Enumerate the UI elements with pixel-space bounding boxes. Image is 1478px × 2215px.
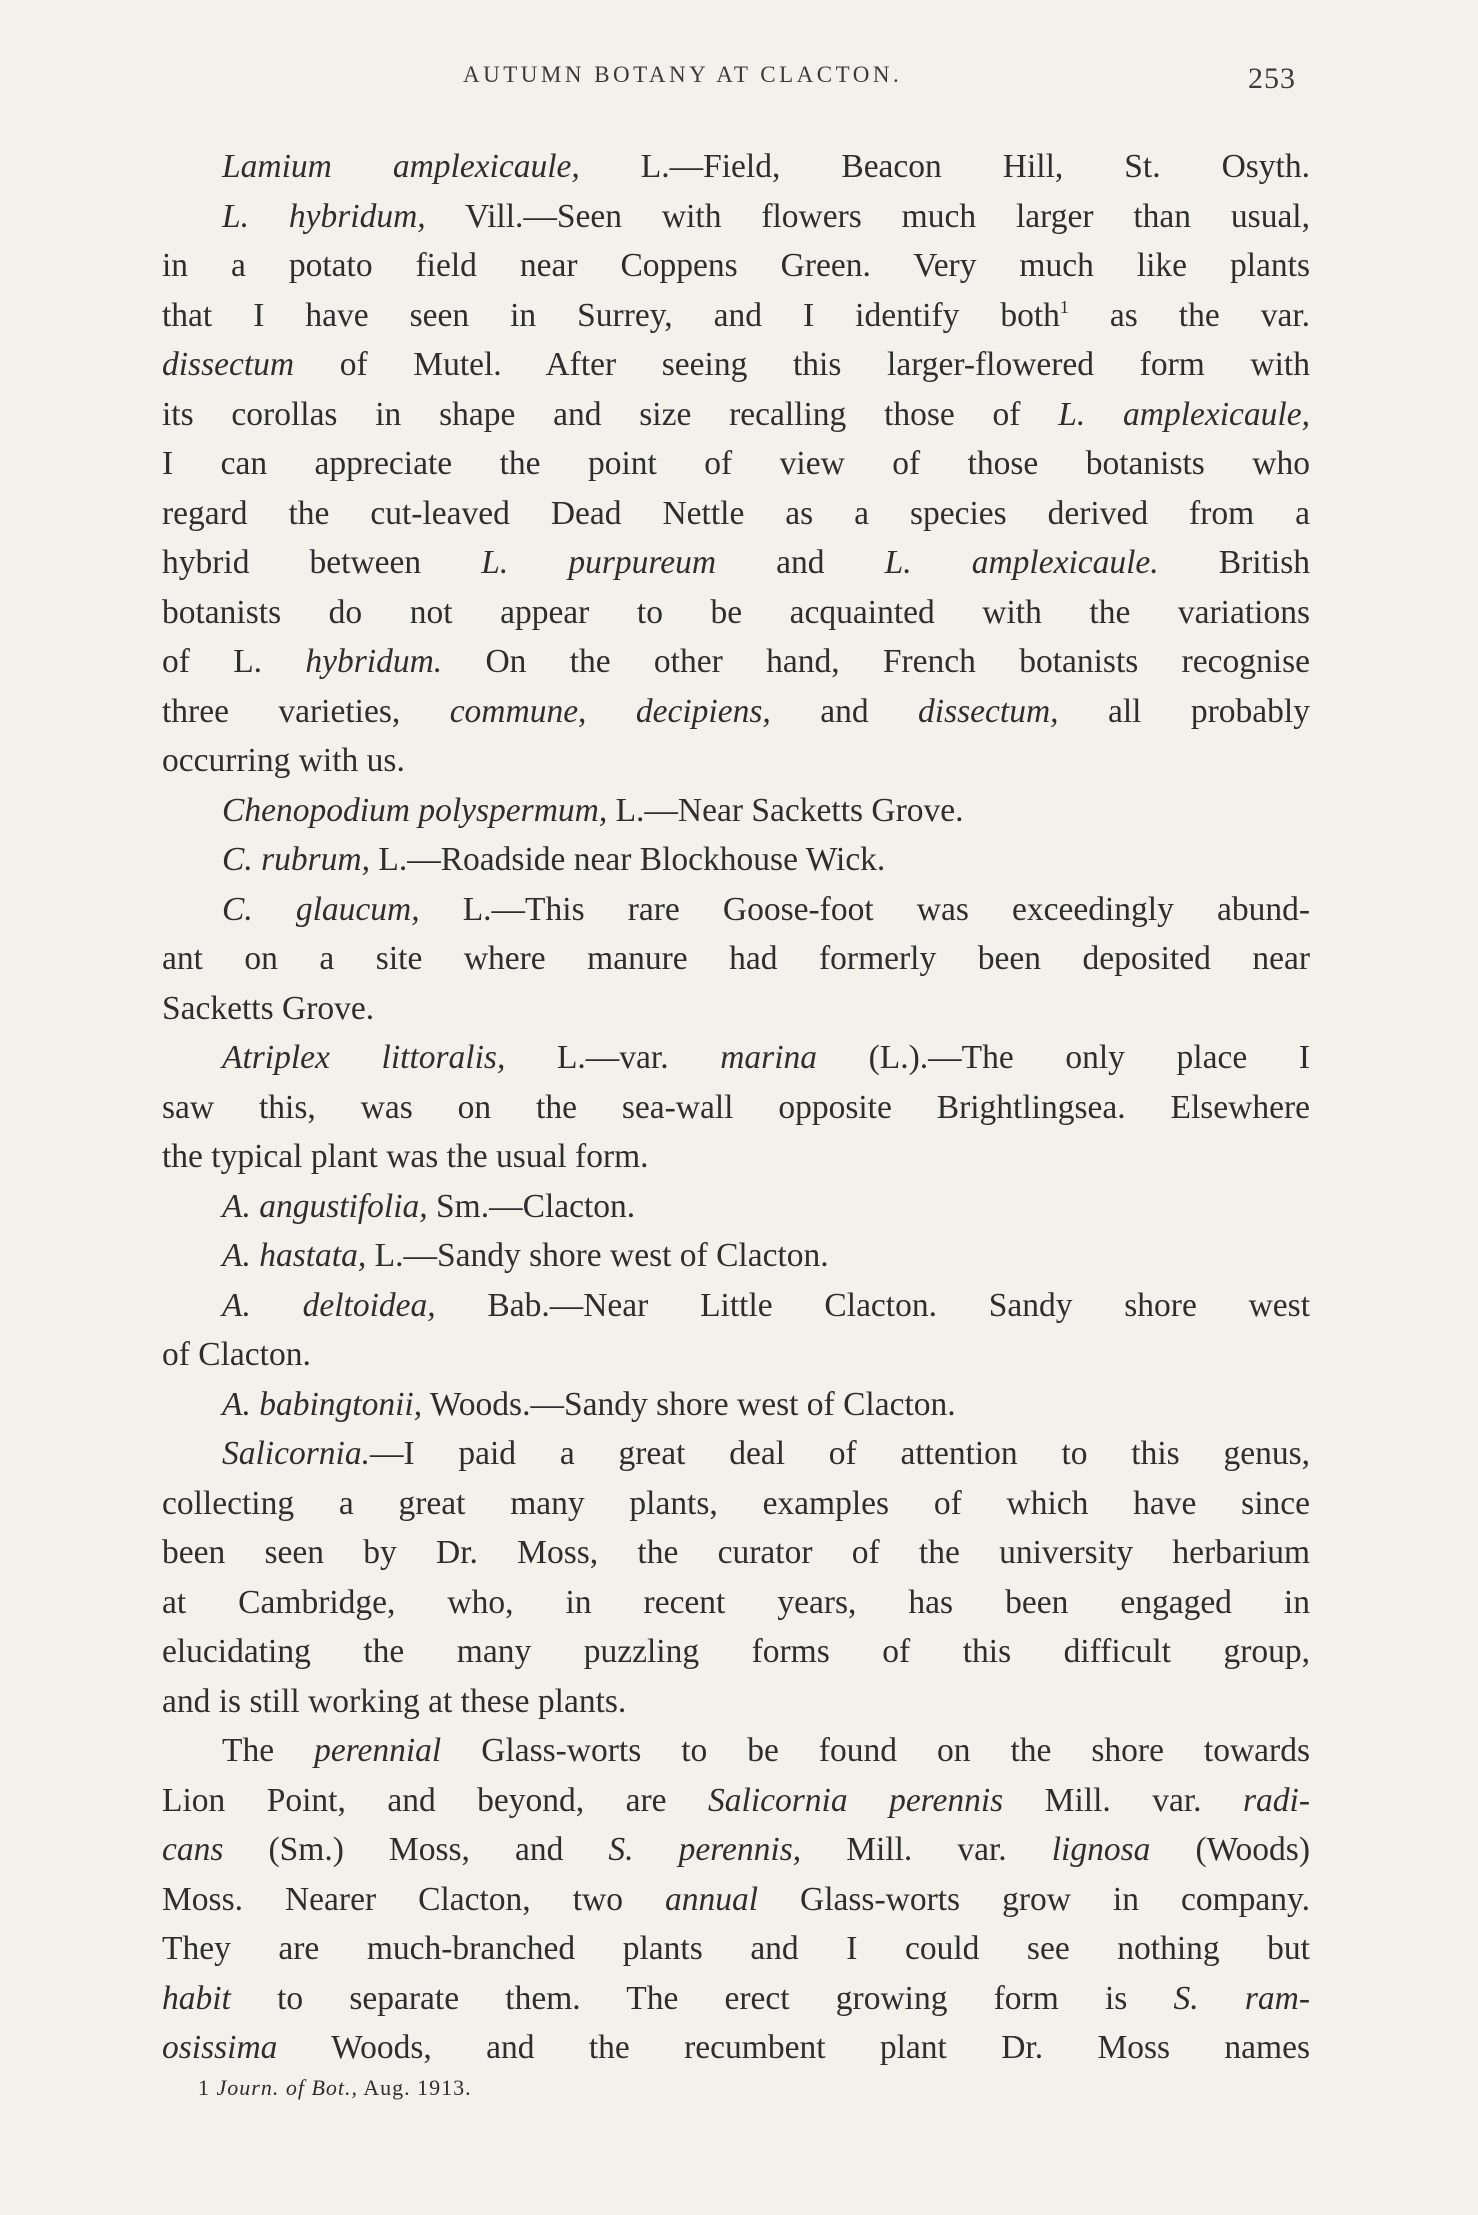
text-segment: L.—var. — [505, 1039, 721, 1076]
text-segment: to separate them. The erect growing form is — [230, 1979, 1174, 2017]
text-line — [162, 340, 1310, 390]
text-segment: at Cambridge, who, in recent years, has been engaged in — [162, 1583, 1310, 1621]
italic-text: L. amplexicaule, — [1058, 395, 1310, 433]
text-line — [162, 1924, 1310, 1974]
text-segment: Sacketts Grove. — [162, 989, 375, 1027]
text-segment: (Woods) — [1150, 1831, 1310, 1868]
text-segment: collecting a great many plants, examples of which have since — [162, 1484, 1310, 1522]
text-segment: hybrid between — [162, 544, 482, 581]
text-line — [162, 687, 1310, 737]
text-line — [162, 1380, 1310, 1430]
text-line — [162, 1627, 1310, 1677]
text-line — [162, 1726, 1310, 1776]
text-segment: They are much-branched plants and I could see nothing but — [162, 1930, 1310, 1967]
text-line — [162, 1479, 1310, 1529]
text-line — [162, 241, 1310, 291]
italic-text: Chenopodium polyspermum, — [222, 791, 608, 829]
italic-text: osissima — [162, 2029, 278, 2066]
text-segment: three varieties, — [162, 692, 450, 730]
text-line — [162, 1528, 1310, 1578]
text-line — [162, 1875, 1310, 1925]
text-segment: that I have seen in Surrey, and I identify both — [162, 296, 1060, 334]
text-segment: of Mutel. After seeing this larger-flowered form with — [294, 346, 1310, 383]
text-segment: saw this, was on the sea-wall opposite Brightlingsea. Elsewhere — [162, 1088, 1310, 1126]
text-line — [162, 1677, 1310, 1727]
footnote-date: Aug. 1913. — [363, 2075, 472, 2100]
text-segment: of Clacton. — [162, 1336, 311, 1373]
text-segment: occurring with us. — [162, 742, 405, 779]
text-line — [162, 390, 1310, 440]
body-text — [162, 142, 1310, 2073]
text-line — [162, 786, 1310, 836]
text-line — [162, 1825, 1310, 1875]
text-line — [162, 1429, 1310, 1479]
text-segment: the typical plant was the usual form. — [162, 1138, 649, 1175]
text-segment: (Sm.) Moss, and — [223, 1831, 609, 1868]
italic-text: A. babingtonii, — [222, 1385, 423, 1423]
italic-text: A. deltoidea, — [222, 1286, 436, 1324]
italic-text: perennial — [314, 1732, 442, 1769]
text-segment: Mill. var. — [801, 1831, 1052, 1868]
italic-text: dissectum, — [918, 692, 1059, 730]
italic-text: L. hybridum, — [222, 197, 426, 235]
text-segment: I can appreciate the point of view of those botanists who — [162, 445, 1310, 482]
italic-text: marina — [720, 1039, 818, 1076]
text-line — [162, 1281, 1310, 1331]
text-line — [162, 489, 1310, 539]
text-segment: its corollas in shape and size recalling those of — [162, 395, 1059, 433]
text-line — [162, 835, 1310, 885]
text-line — [162, 439, 1310, 489]
text-segment: Glass-worts grow in company. — [758, 1880, 1310, 1918]
text-line — [162, 2023, 1310, 2073]
italic-text: radi- — [1243, 1781, 1310, 1819]
text-segment: of L. — [162, 643, 306, 680]
italic-text: A. angustifolia, — [222, 1187, 428, 1225]
text-segment: been seen by Dr. Moss, the curator of the university herbarium — [162, 1534, 1310, 1571]
text-segment: (L.).—The only place I — [817, 1039, 1310, 1076]
italic-text: dissectum — [162, 346, 295, 383]
text-segment: and is still working at these plants. — [162, 1682, 627, 1720]
text-line — [162, 736, 1310, 786]
text-line — [162, 588, 1310, 638]
text-line — [162, 885, 1310, 935]
text-line — [162, 1083, 1310, 1133]
text-segment: Woods.—Sandy shore west of Clacton. — [422, 1385, 956, 1423]
italic-text: Atriplex littoralis, — [222, 1039, 506, 1076]
text-segment: —I paid a great deal of attention to this genus, — [369, 1435, 1310, 1472]
text-line — [162, 984, 1310, 1034]
text-segment: in a potato field near Coppens Green. Very much like plants — [162, 247, 1310, 284]
footnote-marker: 1 — [198, 2075, 210, 2100]
text-line — [162, 637, 1310, 687]
italic-text: L. purpureum — [481, 544, 717, 581]
text-segment: regard the cut-leaved Dead Nettle as a species derived from a — [162, 494, 1310, 532]
text-line — [162, 1578, 1310, 1628]
text-line — [162, 291, 1310, 341]
text-line — [162, 142, 1310, 192]
text-segment: and — [716, 544, 885, 581]
italic-text: hybridum. — [305, 643, 443, 680]
text-segment: L.—Near Sacketts Grove. — [607, 791, 964, 829]
text-line — [162, 1231, 1310, 1281]
footnote — [198, 2075, 472, 2101]
italic-text: Salicornia. — [222, 1435, 370, 1472]
footnote-journal: Journ. of Bot., — [216, 2075, 358, 2100]
text-line — [162, 1776, 1310, 1826]
text-segment: Sm.—Clacton. — [427, 1187, 636, 1225]
italic-text: Lamium amplexicaule, — [222, 148, 580, 185]
text-segment: British — [1158, 544, 1310, 581]
italic-text: lignosa — [1051, 1831, 1151, 1868]
text-segment: L.—Field, Beacon Hill, St. Osyth. — [579, 148, 1310, 185]
text-segment: L.—Sandy shore west of Clacton. — [366, 1237, 829, 1274]
text-segment: The — [222, 1732, 315, 1769]
footnote-reference: 1 — [1059, 296, 1069, 317]
text-line — [162, 192, 1310, 242]
text-segment: ant on a site where manure had formerly been deposited near — [162, 940, 1310, 977]
text-segment: Moss. Nearer Clacton, two — [162, 1880, 665, 1918]
italic-text: habit — [162, 1979, 231, 2017]
italic-text: A. hastata, — [222, 1237, 367, 1274]
text-segment: Mill. var. — [1003, 1781, 1243, 1819]
italic-text: S. ram- — [1173, 1979, 1310, 2017]
italic-text: S. perennis, — [608, 1831, 802, 1868]
text-line — [162, 538, 1310, 588]
text-segment: elucidating the many puzzling forms of this difficult group, — [162, 1633, 1310, 1670]
running-title: AUTUMN BOTANY AT CLACTON. — [463, 62, 903, 87]
text-segment: Woods, and the recumbent plant Dr. Moss names — [277, 2029, 1310, 2066]
italic-text: C. glaucum, — [222, 890, 420, 928]
text-segment: Bab.—Near Little Clacton. Sandy shore west — [435, 1286, 1310, 1324]
italic-text: Salicornia perennis — [708, 1781, 1004, 1819]
italic-text: L. amplexicaule. — [884, 544, 1159, 581]
text-line — [162, 934, 1310, 984]
text-line — [162, 1330, 1310, 1380]
text-segment: On the other hand, French botanists recognise — [442, 643, 1310, 680]
text-segment: and — [770, 692, 919, 730]
italic-text: commune, decipiens, — [449, 692, 771, 730]
text-line — [162, 1033, 1310, 1083]
text-segment: Glass-worts to be found on the shore towards — [441, 1732, 1310, 1769]
text-segment: Lion Point, and beyond, are — [162, 1781, 709, 1819]
text-line — [162, 1974, 1310, 2024]
text-segment: all probably — [1058, 692, 1310, 730]
page-number: 253 — [1248, 62, 1296, 95]
text-segment: Vill.—Seen with flowers much larger than usual, — [425, 197, 1310, 235]
italic-text: C. rubrum, — [222, 841, 370, 878]
text-line — [162, 1132, 1310, 1182]
text-segment: botanists do not appear to be acquainted with the variations — [162, 593, 1310, 631]
text-segment: L.—This rare Goose-foot was exceedingly abund- — [419, 890, 1310, 928]
text-segment: as the var. — [1068, 296, 1311, 334]
italic-text: annual — [664, 1880, 759, 1918]
text-segment: L.—Roadside near Blockhouse Wick. — [370, 841, 886, 878]
italic-text: cans — [162, 1831, 224, 1868]
text-line — [162, 1182, 1310, 1232]
